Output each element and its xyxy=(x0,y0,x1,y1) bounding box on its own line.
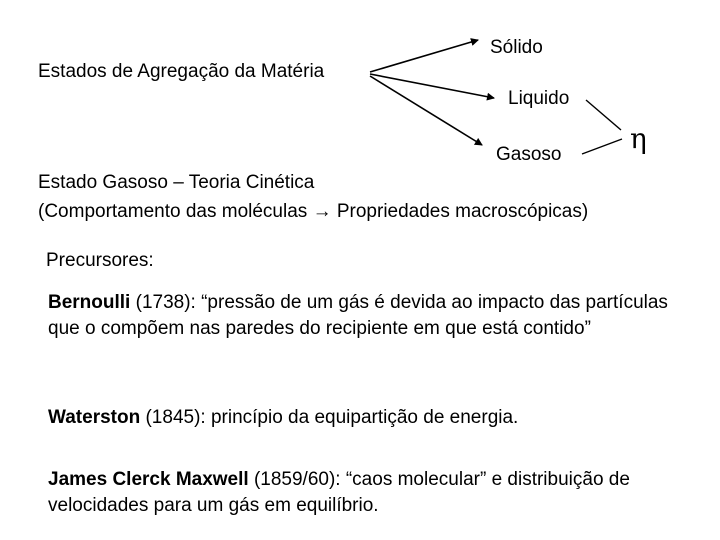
liquid-label: Liquido xyxy=(508,88,570,109)
solid-label: Sólido xyxy=(490,37,543,58)
gas-label: Gasoso xyxy=(496,144,562,165)
precursor-waterston xyxy=(48,405,698,431)
eta-symbol: η xyxy=(630,122,647,155)
precursor-maxwell xyxy=(48,467,698,519)
arrow-to-solid xyxy=(370,40,478,72)
precursor-name: James Clerck Maxwell xyxy=(48,469,249,490)
right-arrow-icon: → xyxy=(312,201,332,222)
kinetic-subtitle xyxy=(38,202,588,221)
subtitle-right: Propriedades macroscópicas) xyxy=(336,201,589,222)
arrow-to-liquid xyxy=(370,74,494,98)
kinetic-title: Estado Gasoso – Teoria Cinética xyxy=(38,172,315,193)
connector-liquid-eta xyxy=(586,100,621,130)
arrow-to-gas xyxy=(370,76,482,145)
precursor-name: Waterston xyxy=(48,407,141,428)
precursor-text: (1859/60): “caos molecular” e distribuição de velocidades para um gás em equilíbrio. xyxy=(48,469,630,516)
root-label: Estados de Agregação da Matéria xyxy=(38,61,325,82)
subtitle-left: (Comportamento das moléculas xyxy=(38,201,308,222)
connector-gas-eta xyxy=(582,139,622,154)
precursor-bernoulli xyxy=(48,290,698,342)
precursor-name: Bernoulli xyxy=(48,292,131,313)
precursor-text: (1845): princípio da equipartição de energia. xyxy=(140,407,519,428)
precursors-heading: Precursores: xyxy=(46,250,154,271)
precursor-text: (1738): “pressão de um gás é devida ao impacto das partículas que o compõem nas paredes do recipiente em que está contido” xyxy=(48,292,668,339)
